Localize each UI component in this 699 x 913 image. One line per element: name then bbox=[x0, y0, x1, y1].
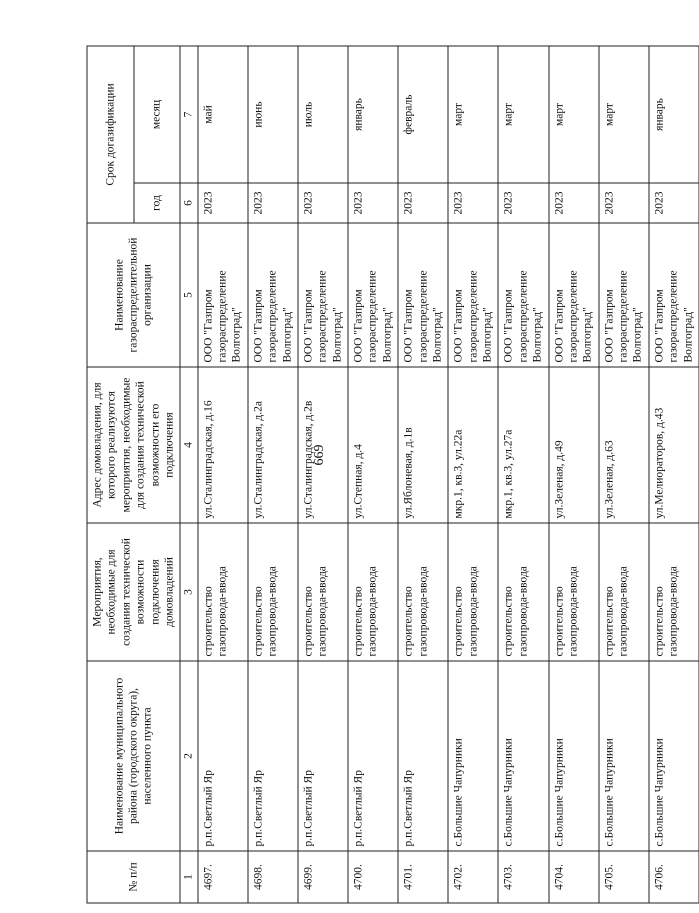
cell-month: март bbox=[599, 46, 649, 183]
table-row bbox=[448, 46, 498, 903]
cell-settlement: р.п.Светлый Яр bbox=[348, 661, 398, 851]
page-number: 669 bbox=[312, 444, 327, 466]
cell-month: февраль bbox=[398, 46, 448, 183]
cell-address: ул.Степная, д.4 bbox=[348, 367, 398, 523]
cell-org: ООО "Газпром газораспределение Волгоград" bbox=[348, 223, 398, 367]
cell-year: 2023 bbox=[599, 183, 649, 223]
header-month: месяц bbox=[134, 46, 181, 183]
header-year: год bbox=[134, 183, 181, 223]
cell-measures: строительство газопровода-ввода bbox=[599, 523, 649, 661]
cell-measures: строительство газопровода-ввода bbox=[248, 523, 298, 661]
cell-year: 2023 bbox=[549, 183, 599, 223]
cell-settlement: р.п.Светлый Яр bbox=[248, 661, 298, 851]
cell-num: 4705. bbox=[599, 851, 649, 903]
cell-year: 2023 bbox=[498, 183, 548, 223]
cell-year: 2023 bbox=[448, 183, 498, 223]
cell-year: 2023 bbox=[198, 183, 248, 223]
table-row bbox=[298, 46, 348, 903]
cell-org: ООО "Газпром газораспределение Волгоград" bbox=[198, 223, 248, 367]
cell-month: январь bbox=[649, 46, 699, 183]
cell-settlement: р.п.Светлый Яр bbox=[298, 661, 348, 851]
col-number: 7 bbox=[180, 46, 197, 183]
cell-num: 4697. bbox=[198, 851, 248, 903]
header-row bbox=[87, 46, 134, 903]
col-number: 6 bbox=[180, 183, 197, 223]
cell-settlement: с.Большие Чапурники bbox=[599, 661, 649, 851]
cell-measures: строительство газопровода-ввода bbox=[298, 523, 348, 661]
col-number: 3 bbox=[180, 523, 197, 661]
cell-year: 2023 bbox=[649, 183, 699, 223]
cell-measures: строительство газопровода-ввода bbox=[348, 523, 398, 661]
cell-org: ООО "Газпром газораспределение Волгоград" bbox=[599, 223, 649, 367]
cell-num: 4703. bbox=[498, 851, 548, 903]
cell-measures: строительство газопровода-ввода bbox=[448, 523, 498, 661]
cell-settlement: р.п.Светлый Яр bbox=[398, 661, 448, 851]
cell-num: 4701. bbox=[398, 851, 448, 903]
gasification-table bbox=[87, 46, 699, 904]
cell-measures: строительство газопровода-ввода bbox=[198, 523, 248, 661]
cell-address: ул.Зеленая, д.49 bbox=[549, 367, 599, 523]
table-row bbox=[348, 46, 398, 903]
cell-measures: строительство газопровода-ввода bbox=[498, 523, 548, 661]
col-number: 1 bbox=[180, 851, 197, 903]
cell-year: 2023 bbox=[348, 183, 398, 223]
cell-year: 2023 bbox=[248, 183, 298, 223]
cell-measures: строительство газопровода-ввода bbox=[398, 523, 448, 661]
col-number: 5 bbox=[180, 223, 197, 367]
cell-address: ул.Сталинградская, д.2в bbox=[298, 367, 348, 523]
table-row bbox=[248, 46, 298, 903]
cell-settlement: р.п.Светлый Яр bbox=[198, 661, 248, 851]
cell-address: мкр.1, кв.3, ул.22а bbox=[448, 367, 498, 523]
cell-month: май bbox=[198, 46, 248, 183]
cell-org: ООО "Газпром газораспределение Волгоград" bbox=[248, 223, 298, 367]
cell-org: ООО "Газпром газораспределение Волгоград" bbox=[448, 223, 498, 367]
cell-year: 2023 bbox=[298, 183, 348, 223]
rotated-document-sheet bbox=[87, 47, 694, 904]
table-row bbox=[649, 46, 699, 903]
cell-address: ул.Сталинградская, д.2а bbox=[248, 367, 298, 523]
cell-month: июль bbox=[298, 46, 348, 183]
header-term: Срок догазификации bbox=[87, 46, 134, 223]
table-row bbox=[549, 46, 599, 903]
cell-settlement: с.Большие Чапурники bbox=[498, 661, 548, 851]
cell-org: ООО "Газпром газораспределение Волгоград" bbox=[498, 223, 548, 367]
cell-address: ул.Мелиораторов, д.43 bbox=[649, 367, 699, 523]
table-row bbox=[599, 46, 649, 903]
cell-num: 4706. bbox=[649, 851, 699, 903]
cell-address: мкр.1, кв.3, ул.27а bbox=[498, 367, 548, 523]
table-row bbox=[498, 46, 548, 903]
cell-settlement: с.Большие Чапурники bbox=[549, 661, 599, 851]
table-row bbox=[198, 46, 248, 903]
cell-address: ул.Зеленая, д.63 bbox=[599, 367, 649, 523]
cell-month: июнь bbox=[248, 46, 298, 183]
cell-month: январь bbox=[348, 46, 398, 183]
header-settlement: Наименование муниципального района (городского округа), населенного пункта bbox=[87, 661, 180, 851]
cell-settlement: с.Большие Чапурники bbox=[649, 661, 699, 851]
cell-year: 2023 bbox=[398, 183, 448, 223]
header-measures: Мероприятия, необходимые для создания технической возможности подключения домовладений bbox=[87, 523, 180, 661]
cell-settlement: с.Большие Чапурники bbox=[448, 661, 498, 851]
cell-org: ООО "Газпром газораспределение Волгоград" bbox=[649, 223, 699, 367]
cell-org: ООО "Газпром газораспределение Волгоград" bbox=[298, 223, 348, 367]
cell-address: ул.Яблоневая, д.1в bbox=[398, 367, 448, 523]
cell-measures: строительство газопровода-ввода bbox=[649, 523, 699, 661]
cell-org: ООО "Газпром газораспределение Волгоград" bbox=[549, 223, 599, 367]
cell-num: 4699. bbox=[298, 851, 348, 903]
header-num: № п/п bbox=[87, 851, 180, 903]
col-number: 4 bbox=[180, 367, 197, 523]
col-number: 2 bbox=[180, 661, 197, 851]
cell-month: март bbox=[448, 46, 498, 183]
cell-org: ООО "Газпром газораспределение Волгоград" bbox=[398, 223, 448, 367]
column-number-row bbox=[180, 46, 197, 903]
cell-address: ул.Сталинградская, д.16 bbox=[198, 367, 248, 523]
cell-num: 4704. bbox=[549, 851, 599, 903]
table-body bbox=[198, 46, 699, 903]
cell-month: март bbox=[498, 46, 548, 183]
header-address: Адрес домовладения, для которого реализуются мероприятия, необходимые для создания технической возможности его подключения bbox=[87, 367, 180, 523]
table-row bbox=[398, 46, 448, 903]
cell-num: 4700. bbox=[348, 851, 398, 903]
cell-num: 4702. bbox=[448, 851, 498, 903]
cell-measures: строительство газопровода-ввода bbox=[549, 523, 599, 661]
cell-month: март bbox=[549, 46, 599, 183]
cell-num: 4698. bbox=[248, 851, 298, 903]
header-org: Наименование газораспределительной организации bbox=[87, 223, 180, 367]
